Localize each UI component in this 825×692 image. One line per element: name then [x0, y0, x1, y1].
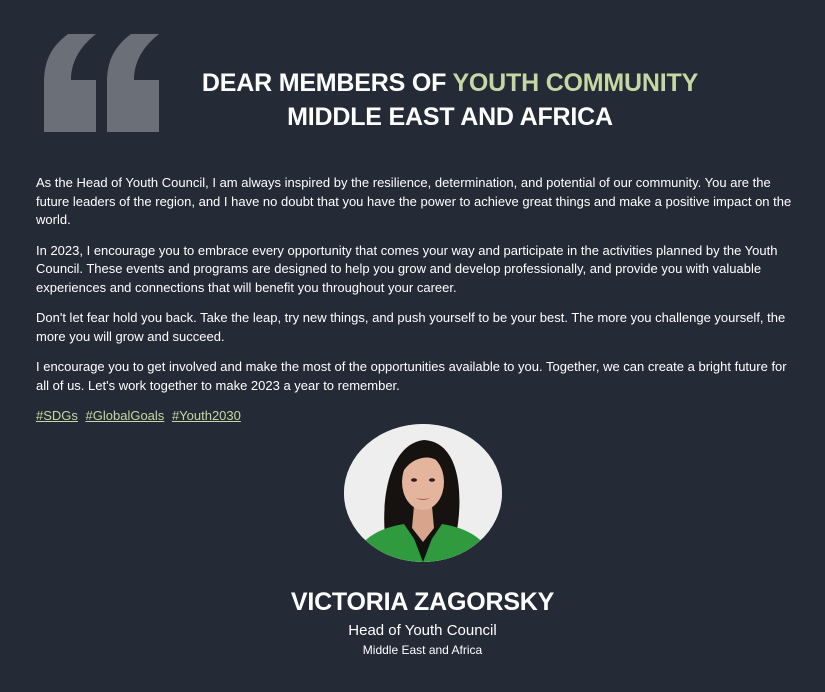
signature-role: Head of Youth Council: [348, 622, 497, 639]
quote-mark-icon: [38, 26, 168, 138]
hashtag-youth2030[interactable]: #Youth2030: [171, 408, 241, 423]
paragraph-4: I encourage you to get involved and make the most of the opportunities available to you. Together, we can create a bright future for all of us. Let's work together to make 2023 a year to remember.: [36, 359, 787, 393]
hashtag-sdgs[interactable]: #SDGs: [36, 408, 78, 423]
signature-region: Middle East and Africa: [362, 643, 483, 657]
signature-name: VICTORIA ZAGORSKY: [290, 588, 555, 616]
title-line-1: [160, 66, 740, 100]
letter-body: [36, 174, 796, 426]
title-prefix: DEAR MEMBERS OF: [201, 69, 453, 97]
paragraph-3: Don't let fear hold you back. Take the leap, try new things, and push yourself to be your best. The more you challenge yourself, the more you will grow and succeed.: [36, 310, 786, 344]
paragraph-2: In 2023, I encourage you to embrace every opportunity that comes your way and participate in the activities planned by the Youth Council. These events and programs are designed to help you grow and develop professionally, and provide you with valuable experiences and connections that will benefit you throughout your career.: [36, 242, 778, 295]
portrait-photo: [344, 424, 502, 562]
title-line-2: MIDDLE EAST AND AFRICA: [287, 103, 613, 131]
avatar: [344, 424, 502, 562]
paragraph-1: As the Head of Youth Council, I am always inspired by the resilience, determination, and potential of our community. You are the future leaders of the region, and I have no doubt that you have the power to achieve great things and make a positive impact on the world.: [36, 175, 792, 227]
hashtag-list: [36, 407, 796, 426]
hashtag-globalgoals[interactable]: #GlobalGoals: [85, 408, 165, 423]
page-title: [160, 66, 740, 134]
title-accent: YOUTH COMMUNITY: [452, 69, 699, 97]
